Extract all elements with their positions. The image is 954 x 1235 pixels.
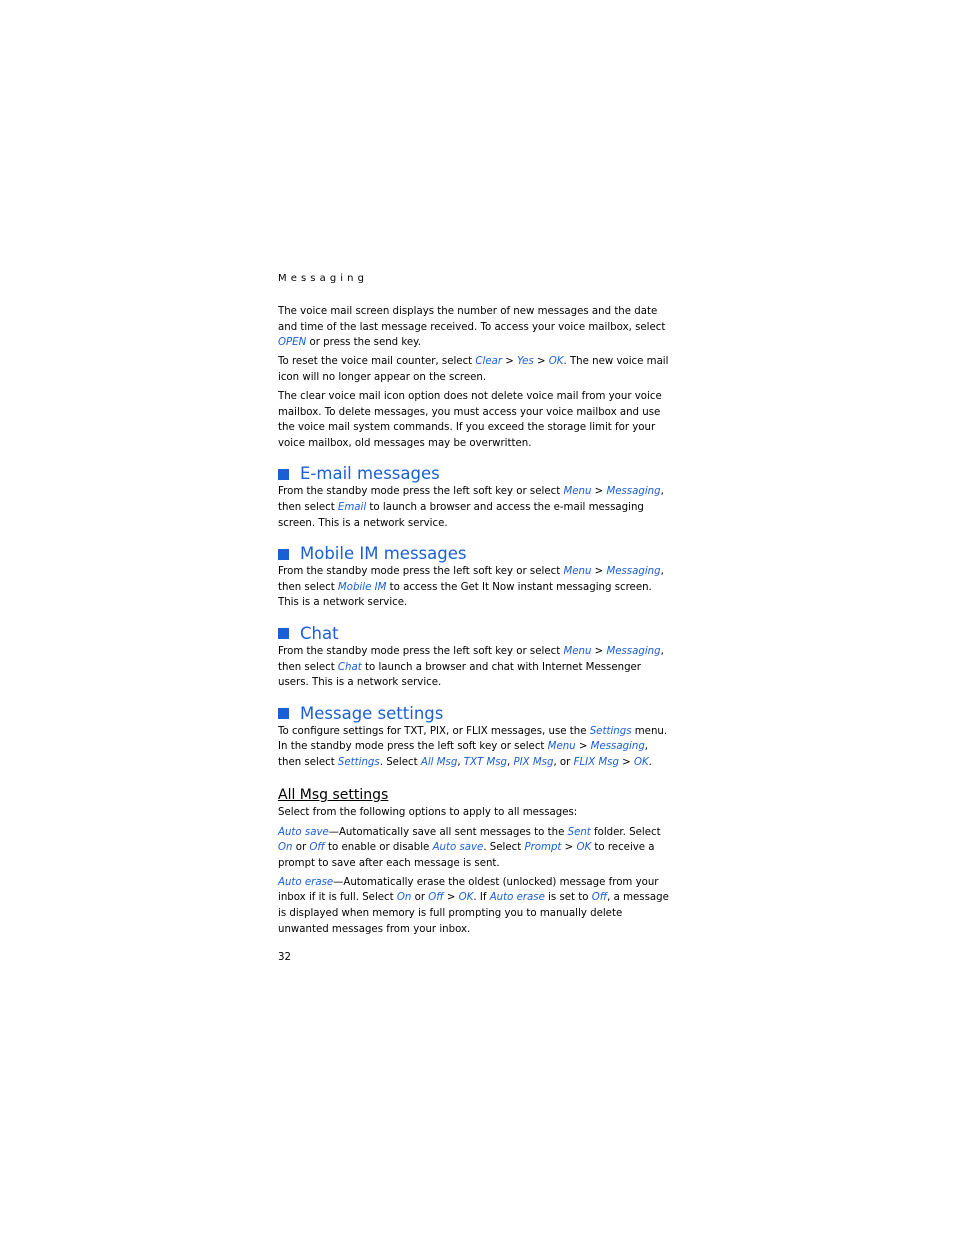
ui-auto-save: Auto save — [278, 826, 329, 838]
text: to receive a prompt to save after each message is sent. — [278, 842, 655, 869]
ui-settings: Settings — [337, 756, 380, 768]
voicemail-paragraph-2 — [278, 354, 670, 385]
ui-flix-msg: FLIX Msg — [573, 756, 619, 768]
auto-save-paragraph — [278, 825, 670, 872]
separator: , — [457, 756, 464, 768]
ui-menu: Menu — [563, 486, 592, 498]
text: , then select — [278, 566, 664, 593]
ui-ok: OK — [576, 842, 592, 854]
separator: > — [502, 356, 518, 368]
text: to access the Get It Now instant messaging screen. This is a network service. — [278, 581, 652, 609]
ui-settings: Settings — [589, 725, 632, 737]
text: From the standby mode press the left soft key or select — [278, 566, 564, 578]
separator: > — [533, 356, 549, 368]
text: to launch a browser and access the e-mail messaging screen. This is a network service. — [278, 501, 644, 529]
separator: > — [575, 741, 591, 753]
text: . Select — [379, 756, 421, 768]
ui-messaging: Messaging — [606, 645, 661, 657]
text: . Select — [483, 842, 525, 854]
section-heading-message-settings — [278, 704, 670, 724]
ui-pix-msg: PIX Msg — [513, 756, 554, 768]
message-settings-paragraph — [278, 724, 670, 771]
ui-ok: OK — [633, 756, 649, 768]
email-paragraph — [278, 484, 670, 531]
ui-on: On — [278, 842, 293, 854]
auto-erase-paragraph — [278, 875, 670, 937]
separator: > — [591, 645, 607, 657]
text: To configure settings for TXT, PIX, or FLIX messages, use the — [278, 725, 590, 737]
heading-text: E-mail messages — [300, 464, 440, 484]
ui-on: On — [396, 892, 412, 904]
separator: > — [591, 486, 607, 498]
section-heading-email — [278, 464, 670, 484]
text: . — [648, 756, 652, 768]
ui-off: Off — [591, 892, 608, 904]
all-msg-intro: Select from the following options to apply to all messages: — [278, 807, 578, 819]
separator: > — [443, 892, 459, 904]
mobile-im-paragraph — [278, 564, 670, 611]
ui-all-msg: All Msg — [420, 756, 458, 768]
ui-auto-erase: Auto erase — [278, 876, 334, 888]
ui-prompt: Prompt — [524, 842, 562, 854]
ui-messaging: Messaging — [590, 741, 645, 753]
separator: > — [561, 842, 577, 854]
text: —Automatically save all sent messages to the — [328, 826, 568, 838]
text: , then select — [278, 645, 664, 673]
separator: , or — [553, 756, 574, 768]
ui-auto-erase: Auto erase — [489, 892, 545, 904]
ui-chat: Chat — [337, 661, 362, 673]
text: —Automatically erase the oldest (unlocked) message from your inbox if it is full. Select — [278, 876, 659, 904]
square-bullet-icon — [278, 628, 289, 639]
ui-email: Email — [337, 501, 367, 513]
text: to launch a browser and chat with Internet Messenger users. This is a network service. — [278, 661, 641, 689]
ui-off: Off — [309, 842, 325, 854]
voicemail-paragraph-3: The clear voice mail icon option does not delete voice mail from your voice mailbox. To delete messages, you must access your voice mailbox and use the voice mail system commands. If you exceed the storage limit for your voice mailbox, old messages may be overwritten. — [278, 390, 662, 449]
separator: > — [591, 566, 607, 578]
section-heading-chat — [278, 624, 670, 644]
separator: , — [507, 756, 514, 768]
heading-text: Chat — [300, 623, 339, 643]
running-head: Messaging — [278, 273, 369, 284]
text: or — [292, 842, 310, 854]
text: to enable or disable — [324, 842, 433, 854]
ui-menu: Menu — [563, 645, 592, 657]
ui-open: OPEN — [278, 337, 307, 349]
ui-ok: OK — [458, 892, 474, 904]
page-content — [278, 272, 670, 965]
text: The voice mail screen displays the number of new messages and the date and time of the last message received. To access your voice mailbox, select — [278, 306, 666, 333]
text: folder. Select — [590, 826, 661, 838]
text: . If — [473, 892, 490, 904]
text: To reset the voice mail counter, select — [278, 356, 476, 368]
ui-auto-save: Auto save — [432, 842, 484, 854]
ui-messaging: Messaging — [606, 566, 661, 578]
square-bullet-icon — [278, 549, 289, 560]
text: , then select — [278, 486, 664, 513]
separator: > — [618, 756, 634, 768]
ui-txt-msg: TXT Msg — [463, 756, 508, 768]
ui-menu: Menu — [563, 566, 592, 578]
ui-ok: OK — [548, 356, 564, 368]
ui-yes: Yes — [517, 356, 534, 368]
text: is set to — [544, 892, 592, 904]
ui-sent: Sent — [567, 826, 591, 838]
text: , then select — [278, 741, 649, 768]
text: , a message is displayed when memory is full prompting you to manually delete unwanted messages from your inbox. — [278, 892, 669, 935]
text: . The new voice mail icon will no longer appear on the screen. — [278, 356, 669, 383]
text: From the standby mode press the left soft key or select — [278, 645, 564, 657]
square-bullet-icon — [278, 469, 289, 480]
ui-off: Off — [428, 892, 444, 904]
section-heading-mobile-im — [278, 544, 670, 564]
ui-clear: Clear — [475, 356, 503, 368]
chat-paragraph — [278, 644, 670, 691]
voicemail-paragraph-1 — [278, 304, 670, 351]
square-bullet-icon — [278, 708, 289, 719]
heading-text: Mobile IM messages — [300, 544, 467, 564]
text: or press the send key. — [306, 337, 421, 349]
heading-text: Message settings — [300, 703, 444, 723]
page-number: 32 — [278, 952, 291, 964]
ui-menu: Menu — [547, 741, 576, 753]
text: From the standby mode press the left soft key or select — [278, 486, 564, 498]
subsection-heading-all-msg-settings: All Msg settings — [278, 787, 389, 804]
text: menu. In the standby mode press the left soft key or select — [278, 725, 668, 753]
text: or — [411, 892, 429, 904]
ui-messaging: Messaging — [606, 486, 661, 498]
ui-mobile-im: Mobile IM — [337, 581, 387, 593]
